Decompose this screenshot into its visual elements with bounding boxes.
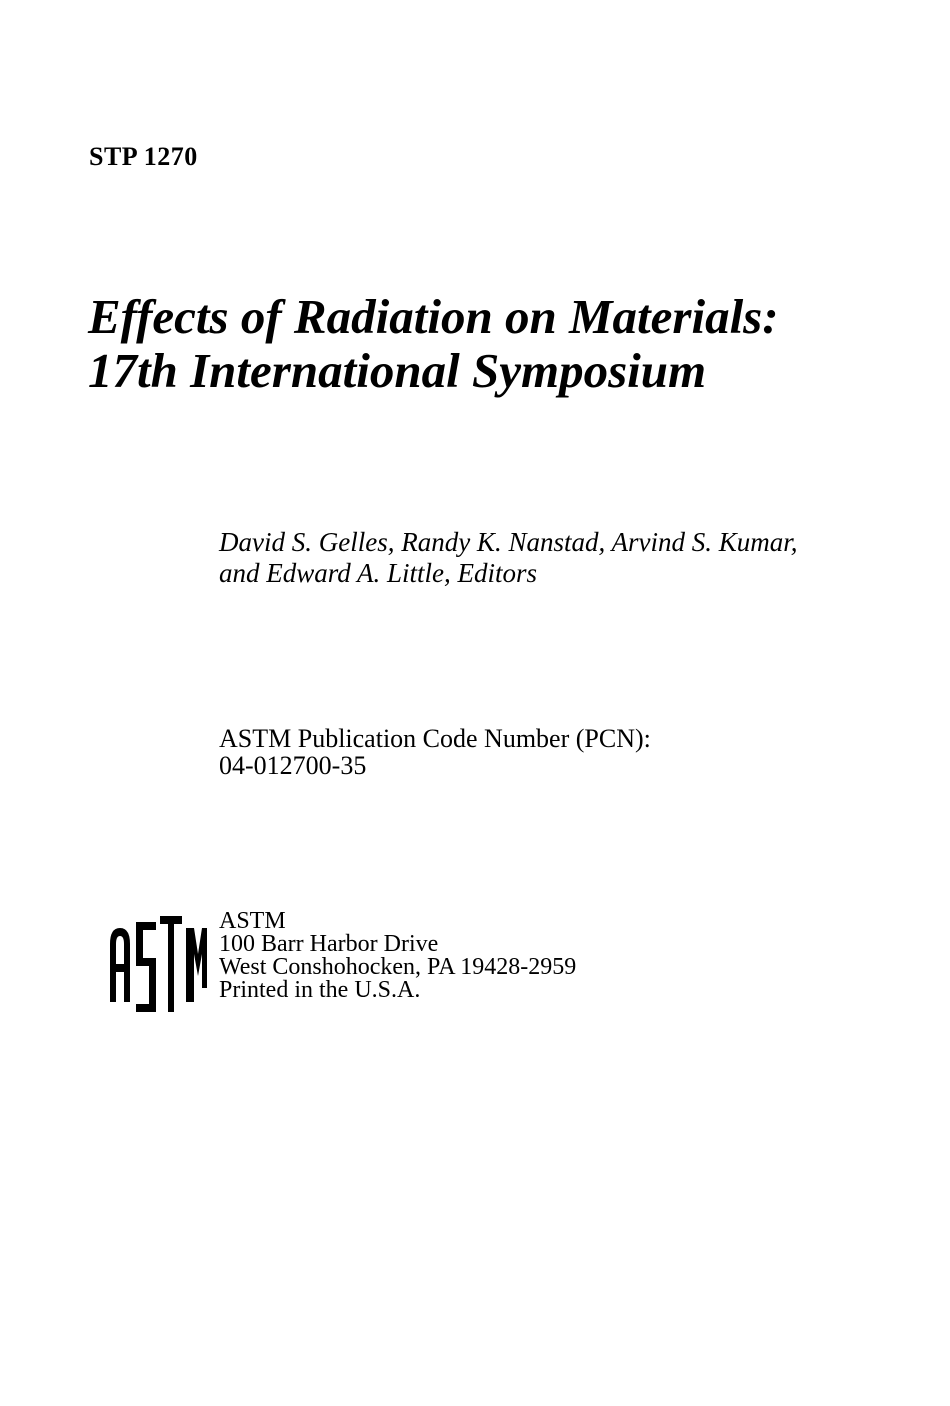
book-title-line-1: Effects of Radiation on Materials: [88, 289, 779, 344]
publisher-block [219, 910, 576, 1002]
publication-code-label: ASTM Publication Code Number (PCN): [219, 724, 651, 753]
publisher-address-1: 100 Barr Harbor Drive [219, 931, 439, 957]
publication-code [219, 725, 651, 779]
editors-line-2: and Edward A. Little, Editors [219, 558, 538, 588]
publication-code-number: 04-012700-35 [219, 751, 367, 780]
printed-in: Printed in the U.S.A. [219, 977, 421, 1003]
astm-logo-icon [108, 914, 208, 1014]
publisher-address-2: West Conshohocken, PA 19428-2959 [219, 954, 577, 980]
book-title [88, 290, 779, 398]
publisher-name: ASTM [219, 908, 286, 934]
series-number: STP 1270 [89, 142, 198, 171]
book-title-line-2: 17th International Symposium [88, 343, 707, 398]
editors [219, 527, 797, 589]
editors-line-1: David S. Gelles, Randy K. Nanstad, Arvind S. Kumar, [219, 527, 798, 557]
